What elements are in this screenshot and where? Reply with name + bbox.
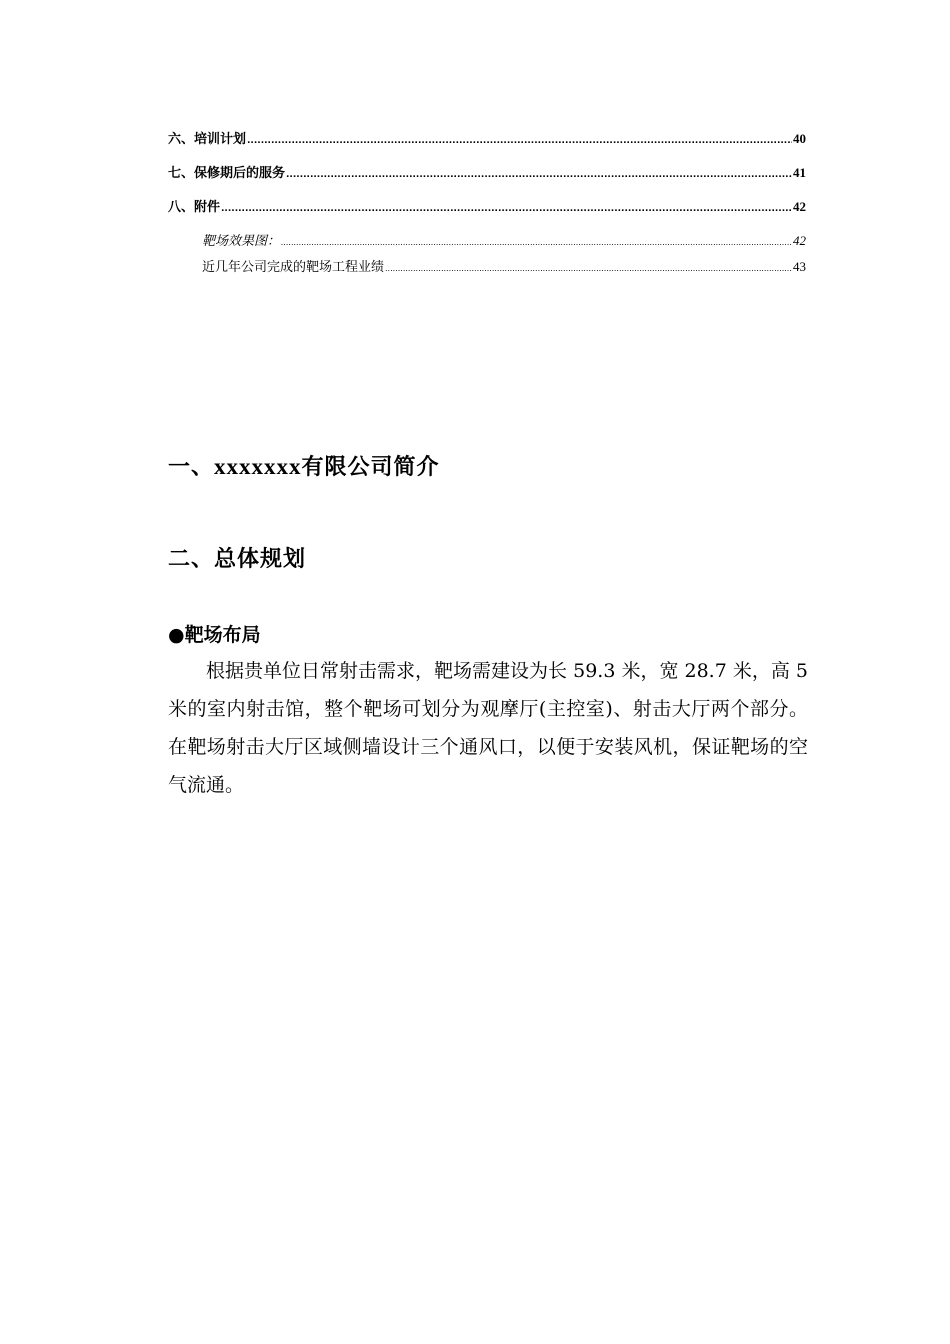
toc-dot-leader: [247, 132, 792, 147]
section-heading-company-intro: [168, 450, 440, 481]
toc-dot-leader: [281, 234, 792, 249]
toc-entry-label: 八、附件: [168, 200, 221, 215]
subsection-heading-range-layout: ●靶场布局: [168, 624, 261, 646]
toc-entry-range-renderings[interactable]: [168, 230, 806, 256]
toc-entry-training-plan[interactable]: [168, 128, 806, 162]
toc-entry-page: 40: [793, 131, 806, 146]
toc-entry-page: 42: [793, 199, 806, 214]
section-number: 一、: [168, 455, 215, 480]
section-title-suffix: 有限公司简介: [301, 455, 440, 480]
toc-entry-after-warranty-service[interactable]: [168, 162, 806, 196]
toc-dot-leader: [221, 200, 792, 215]
body-paragraph: 根据贵单位日常射击需求，靶场需建设为长 59.3 米，宽 28.7 米，高 5 米的室内射击馆，整个靶场可划分为观摩厅(主控室)、射击大厅两个部分。在靶场射击大厅区域侧墙设计三个通风口，以便于安装风机，保证靶场的空气流通。: [168, 660, 808, 796]
toc-entry-label: 六、培训计划: [168, 132, 247, 147]
toc-entry-page: 43: [793, 259, 806, 274]
toc-entry-project-record[interactable]: [168, 256, 806, 282]
toc-entry-page: 41: [793, 165, 806, 180]
toc-entry-label: 靶场效果图：: [202, 234, 281, 249]
toc-dot-leader: [286, 166, 792, 181]
company-name: xxxxxxx: [214, 454, 302, 479]
toc-entry-label: 七、保修期后的服务: [168, 166, 286, 181]
toc-entry-label: 近几年公司完成的靶场工程业绩: [202, 260, 385, 275]
toc-entry-attachments[interactable]: [168, 196, 806, 230]
toc-entry-page: 42: [793, 233, 806, 248]
section-heading-overall-plan: 二、总体规划: [168, 547, 307, 572]
table-of-contents: [168, 128, 806, 282]
toc-dot-leader: [385, 260, 792, 275]
